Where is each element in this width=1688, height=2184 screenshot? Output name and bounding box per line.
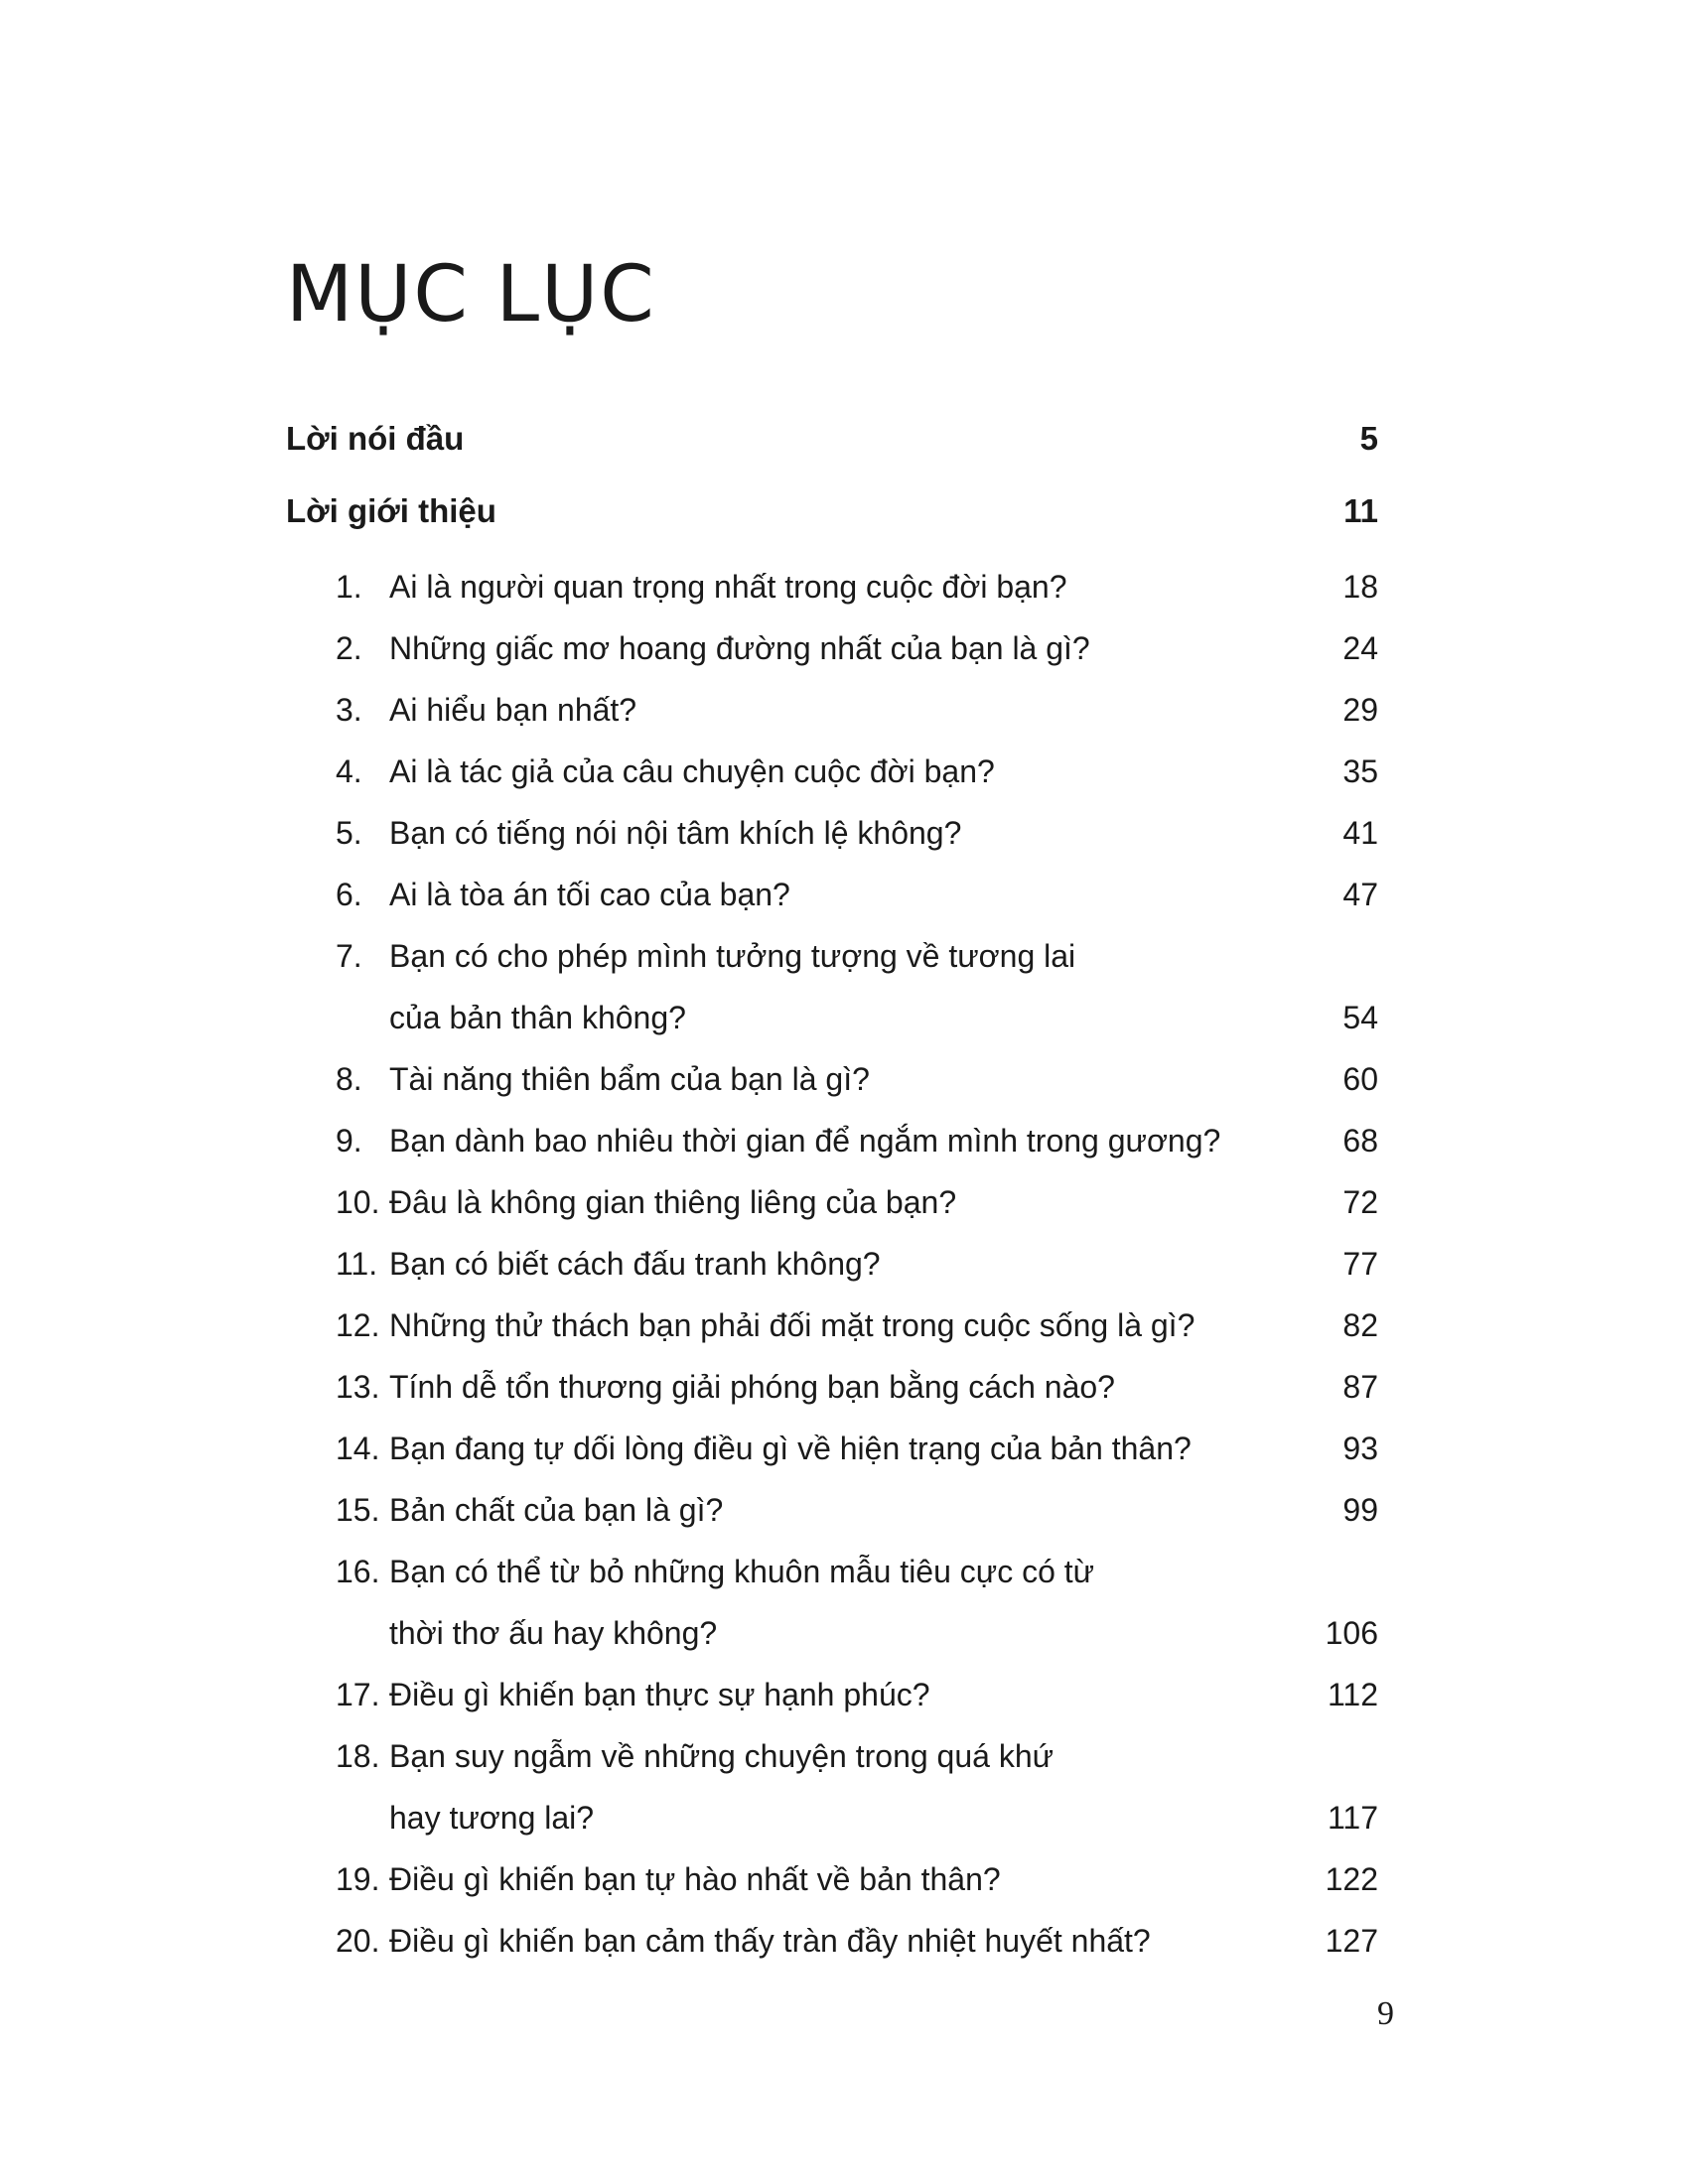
toc-chapter-entry[interactable] [286,1418,1378,1479]
toc-chapter-entry[interactable] [286,1910,1378,1972]
chapter-title-line: Bạn có cho phép mình tưởng tượng về tương lai [389,938,1076,974]
toc-chapter-entry[interactable] [286,802,1378,864]
chapter-number: 19. [336,1861,380,1897]
chapter-number: 9. [336,1123,362,1159]
chapter-page: 54 [1342,1000,1378,1035]
chapter-title-line: của bản thân không? [389,1000,686,1035]
chapter-title-line: Bạn dành bao nhiêu thời gian để ngắm mình trong gương? [389,1123,1221,1159]
chapter-title-line: Đâu là không gian thiêng liêng của bạn? [389,1184,957,1220]
chapter-page: 41 [1342,815,1378,851]
chapter-title-line: Ai là người quan trọng nhất trong cuộc đời bạn? [389,569,1067,605]
chapter-number: 2. [336,630,362,666]
chapter-page: 18 [1342,569,1378,605]
chapter-number: 20. [336,1923,380,1959]
chapter-number: 18. [336,1738,380,1774]
chapter-page: 99 [1342,1492,1378,1528]
chapter-title-line: Bản chất của bạn là gì? [389,1492,724,1528]
chapter-title-line: Ai là tác giả của câu chuyện cuộc đời bạn? [389,753,995,789]
toc-chapter-entry[interactable] [286,1171,1378,1233]
toc-entry-page: 5 [1359,420,1378,457]
chapter-number: 1. [336,569,362,605]
chapter-number: 6. [336,877,362,912]
chapter-page: 47 [1342,877,1378,912]
chapter-page: 35 [1342,753,1378,789]
chapter-title-line: hay tương lai? [389,1800,595,1836]
chapter-title-line: Bạn có biết cách đấu tranh không? [389,1246,881,1282]
toc-chapter-entry[interactable] [286,741,1378,802]
toc-entry-title: Lời giới thiệu [286,492,496,529]
chapter-title-line: Điều gì khiến bạn cảm thấy tràn đầy nhiệt huyết nhất? [389,1923,1151,1959]
chapter-page: 29 [1342,692,1378,728]
toc-chapter-entry[interactable] [286,1725,1378,1848]
toc-chapter-entry[interactable] [286,1356,1378,1418]
chapter-title-line: Bạn có tiếng nói nội tâm khích lệ không? [389,815,962,851]
chapter-number: 17. [336,1677,380,1712]
chapter-page: 60 [1342,1061,1378,1097]
chapter-page: 117 [1327,1800,1378,1836]
chapter-page: 93 [1342,1431,1378,1466]
toc-chapter-entry[interactable] [286,1110,1378,1171]
toc-chapter-entry[interactable] [286,1295,1378,1356]
toc-entry-preface[interactable] [286,409,1378,481]
chapter-number: 8. [336,1061,362,1097]
chapter-number: 10. [336,1184,380,1220]
chapter-page: 82 [1342,1307,1378,1343]
toc-entry-introduction[interactable] [286,481,1378,554]
chapter-title-line: Ai hiểu bạn nhất? [389,692,637,728]
chapter-number: 5. [336,815,362,851]
chapter-number: 12. [336,1307,380,1343]
chapter-number: 3. [336,692,362,728]
chapter-title-line: Điều gì khiến bạn thực sự hạnh phúc? [389,1677,930,1712]
chapter-number: 16. [336,1554,380,1589]
chapter-title-line: Những thử thách bạn phải đối mặt trong cuộc sống là gì? [389,1307,1196,1343]
toc-chapter-entry[interactable] [286,864,1378,925]
chapter-number: 15. [336,1492,380,1528]
chapter-page: 127 [1325,1923,1378,1959]
page-title: MỤC LỤC [286,250,656,340]
toc-chapter-entry[interactable] [286,1233,1378,1295]
toc-chapter-entry[interactable] [286,925,1378,1048]
chapter-title-line: Bạn suy ngẫm về những chuyện trong quá khứ [389,1738,1055,1774]
chapter-page: 87 [1342,1369,1378,1405]
chapter-title-line: Những giấc mơ hoang đường nhất của bạn là gì? [389,630,1090,666]
chapter-page: 122 [1325,1861,1378,1897]
chapter-list [286,556,1378,1972]
toc-entry-title: Lời nói đầu [286,420,465,457]
toc-chapter-entry[interactable] [286,1048,1378,1110]
page-number: 9 [1377,1995,1394,2032]
toc-chapter-entry[interactable] [286,1479,1378,1541]
chapter-title-line: Điều gì khiến bạn tự hào nhất về bản thân? [389,1861,1001,1897]
chapter-number: 4. [336,753,362,789]
table-of-contents [286,409,1378,1972]
chapter-title-line: Bạn đang tự dối lòng điều gì về hiện trạng của bản thân? [389,1431,1192,1466]
chapter-page: 72 [1342,1184,1378,1220]
chapter-title-line: Ai là tòa án tối cao của bạn? [389,877,790,912]
chapter-page: 24 [1342,630,1378,666]
chapter-page: 106 [1325,1615,1378,1651]
chapter-title-line: thời thơ ấu hay không? [389,1615,718,1651]
chapter-title-line: Bạn có thể từ bỏ những khuôn mẫu tiêu cực có từ [389,1554,1095,1589]
chapter-title-line: Tính dễ tổn thương giải phóng bạn bằng cách nào? [389,1369,1115,1405]
chapter-page: 77 [1342,1246,1378,1282]
chapter-page: 68 [1342,1123,1378,1159]
toc-chapter-entry[interactable] [286,1848,1378,1910]
chapter-number: 14. [336,1431,380,1466]
chapter-number: 13. [336,1369,380,1405]
toc-chapter-entry[interactable] [286,1664,1378,1725]
toc-entry-page: 11 [1343,492,1378,529]
chapter-title-line: Tài năng thiên bẩm của bạn là gì? [389,1061,870,1097]
chapter-number: 11. [336,1246,378,1282]
chapter-page: 112 [1327,1677,1378,1712]
toc-chapter-entry[interactable] [286,617,1378,679]
toc-chapter-entry[interactable] [286,556,1378,617]
toc-chapter-entry[interactable] [286,679,1378,741]
chapter-number: 7. [336,938,362,974]
toc-chapter-entry[interactable] [286,1541,1378,1664]
